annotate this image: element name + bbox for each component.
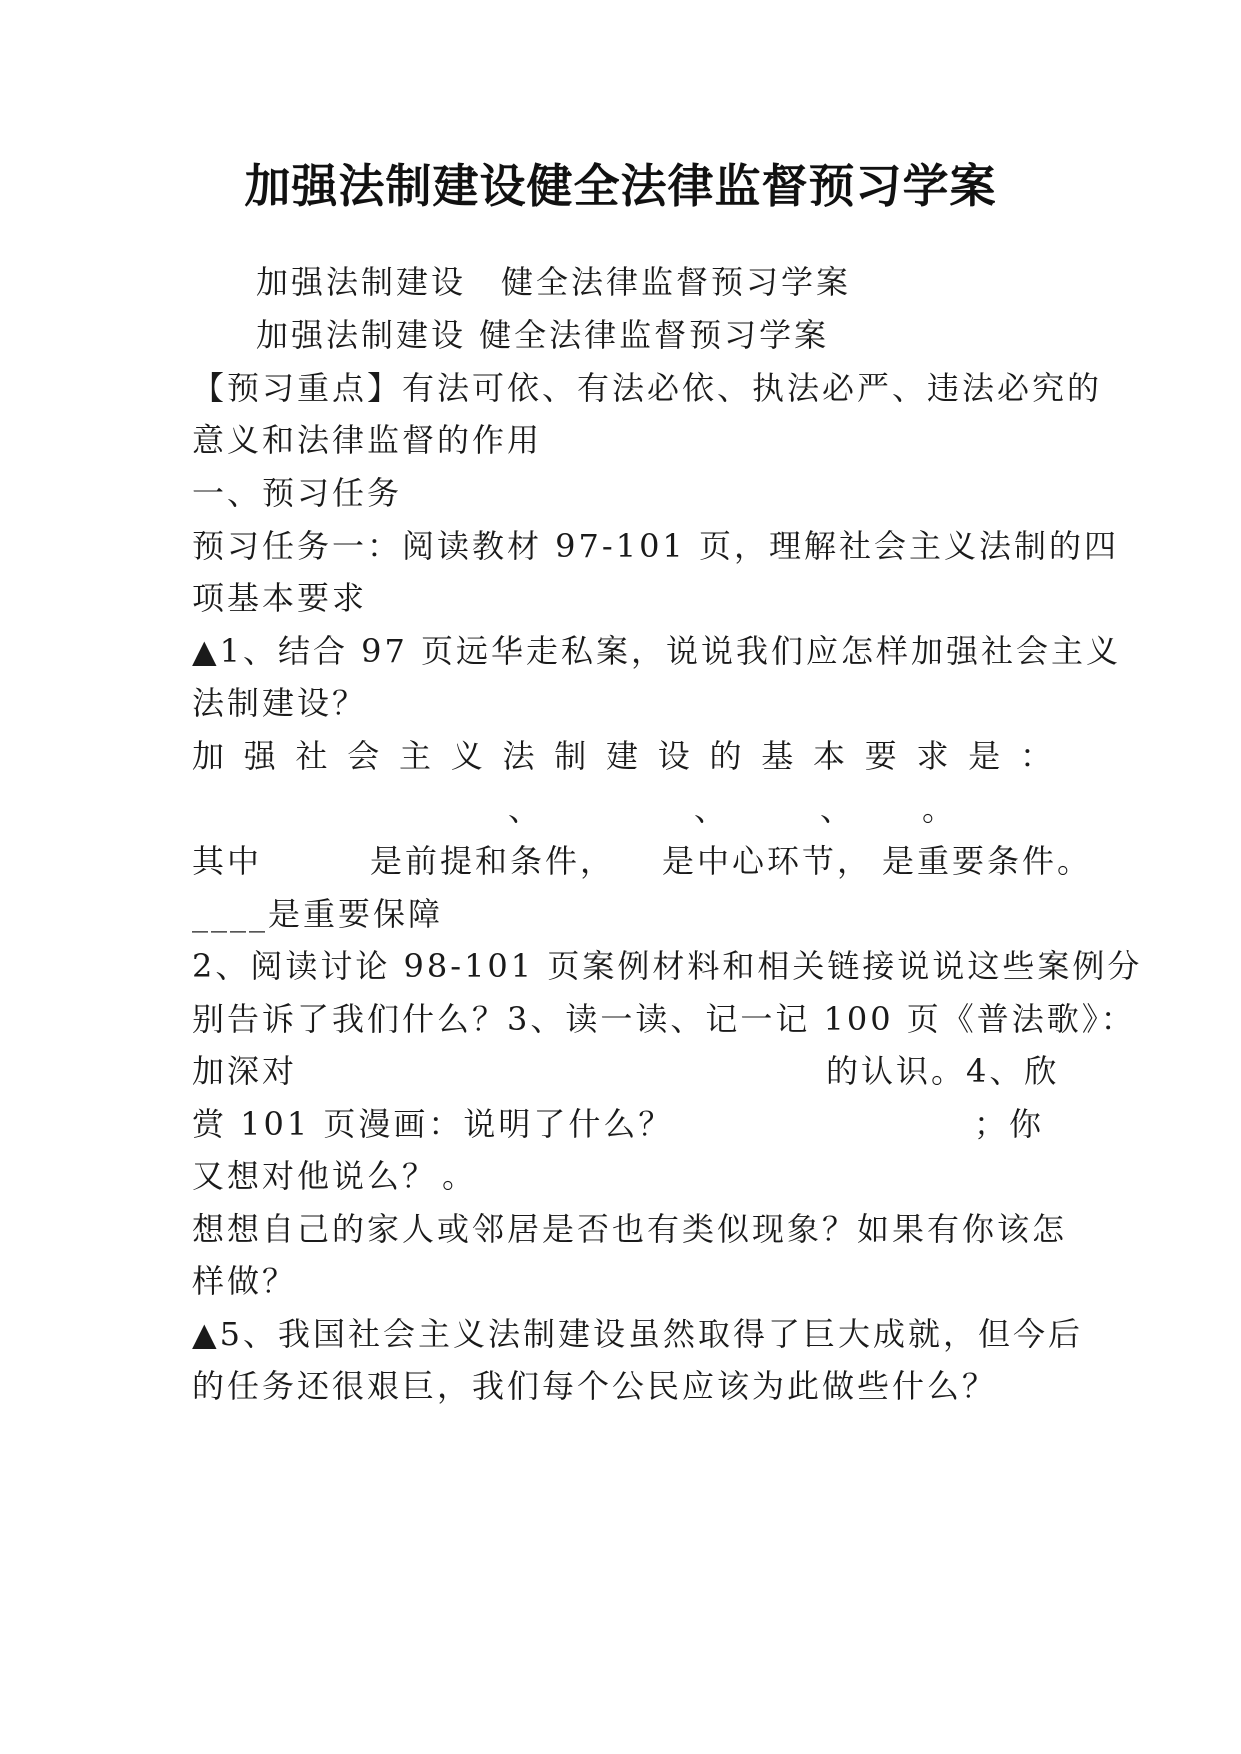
question2-line-2: 别告诉了我们什么？3、读一读、记一记 100 页《普法歌》： [192, 1000, 1136, 1038]
text-fragment: 。 [442, 1157, 478, 1195]
focus-line-2: 意义和法律监督的作用 [192, 421, 543, 459]
question3-line [192, 1051, 1060, 1091]
text-fragment: 是重要条件。 [882, 842, 1093, 880]
question4-line-4: 样做？ [192, 1262, 298, 1300]
subtitle-line-1: 加强法制建设 健全法律监督预习学案 [256, 263, 852, 301]
question5-line-1: ▲5、我国社会主义法制建设虽然取得了巨大成就，但今后 [192, 1315, 1083, 1353]
blank-end-mark: 。 [922, 790, 958, 828]
question5-line-2: 的任务还很艰巨，我们每个公民应该为此做些什么？ [192, 1367, 998, 1405]
text-fragment: 加深对 [192, 1052, 298, 1090]
section-heading: 一、预习任务 [192, 474, 403, 512]
blank-separator: 、 [820, 790, 856, 828]
text-fragment: 赏 101 页漫画：说明了什么？ [192, 1105, 674, 1143]
blank-row [192, 789, 1052, 829]
question1-line-5 [192, 841, 1093, 881]
task1-line-1: 预习任务一：阅读教材 97-101 页，理解社会主义法制的四 [192, 527, 1119, 565]
blank-separator: 、 [508, 790, 544, 828]
question1-line-6: ____是重要保障 [192, 895, 444, 933]
text-fragment: 的认识。4、欣 [826, 1052, 1060, 1090]
text-fragment: ；你 [974, 1105, 1045, 1143]
question1-line-3: 加强社会主义法制建设的基本要求是： [192, 737, 1052, 775]
text-fragment: 其中 [192, 842, 263, 880]
task1-line-2: 项基本要求 [192, 579, 368, 617]
question4-line-2 [192, 1156, 1052, 1196]
question1-line-2: 法制建设？ [192, 684, 368, 722]
question1-line-1: ▲1、结合 97 页远华走私案，说说我们应怎样加强社会主义 [192, 632, 1122, 670]
text-fragment: 是中心环节， [662, 842, 873, 880]
focus-line-1: 【预习重点】有法可依、有法必依、执法必严、违法必究的 [192, 369, 1103, 407]
blank-separator: 、 [694, 790, 730, 828]
question4-line-1 [192, 1104, 1052, 1144]
text-fragment: 是前提和条件， [370, 842, 616, 880]
question4-line-3: 想想自己的家人或邻居是否也有类似现象？如果有你该怎 [192, 1210, 1068, 1248]
subtitle-line-2: 加强法制建设 健全法律监督预习学案 [256, 316, 830, 354]
page-title: 加强法制建设健全法律监督预习学案 [244, 159, 997, 213]
text-fragment: 又想对他说么？ [192, 1157, 438, 1195]
question2-line-1: 2、阅读讨论 98-101 页案例材料和相关链接说说这些案例分 [192, 947, 1143, 985]
